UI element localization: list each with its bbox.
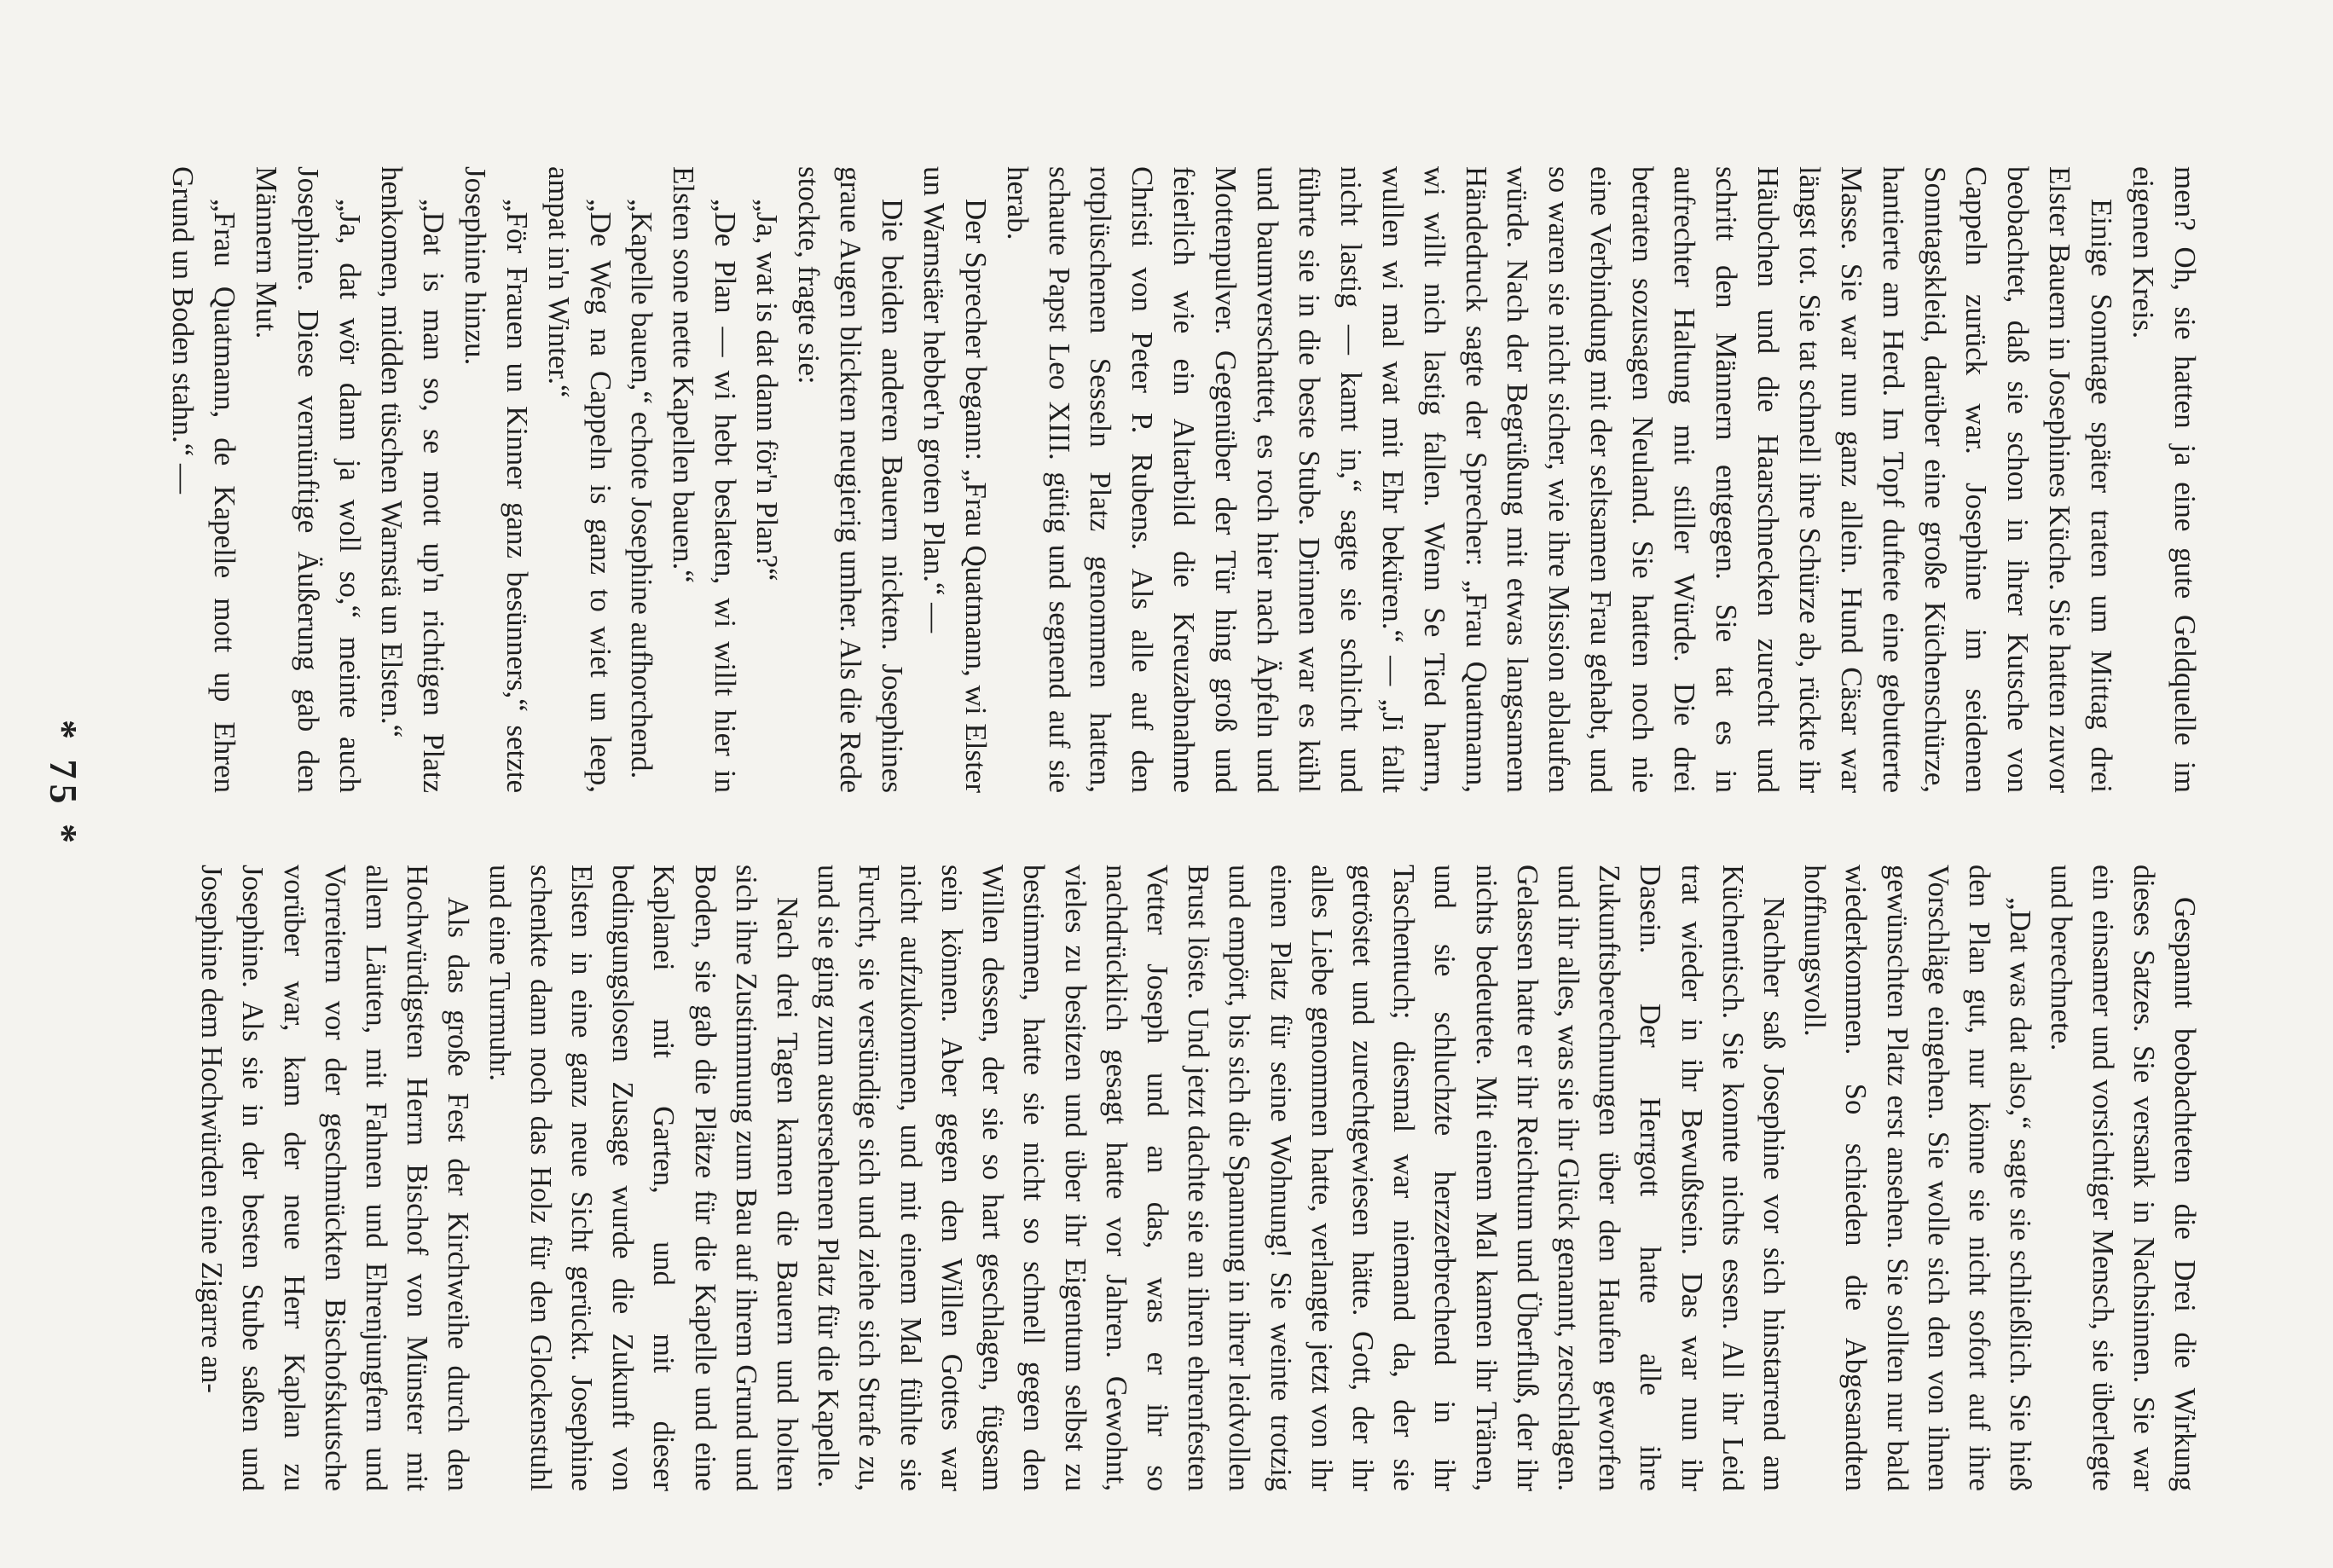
paragraph: „För Frauen un Kinner ganz besünners,“ setzte Josephine hinzu. — [458, 166, 534, 793]
paragraph: Nachher saß Josephine vor sich hinstarrend am Küchentisch. Sie konnte nichts essen. All ihr Leid trat wieder in ihr Bewußtsein. Das war nun ihr Dasein. Der Herrgott hatte alle ihre Zukunftsberechnungen über den Haufen geworfen und ihr alles, was sie ihr Glück genannt, zerschlagen. Gelassen hatte er ihr Reichtum und Überfluß, der ihr nichts bedeutete. Mit einem Mal kamen ihr Tränen, und sie schluchzte herzzerbrechend in ihr Taschentuch; diesmal war niemand da, der sie getröstet und zurechtgewiesen hätte. Gott, der ihr alles Liebe genommen hatte, verlangte jetzt von ihr einen Platz für seine Wohnung! Sie weinte trotzig und empört, bis sich die Spannung in ihrer leidvollen Brust löste. Und jetzt dachte sie an ihren ehrenfesten Vetter Joseph und an das, was er ihr so nachdrücklich gesagt hatte vor Jahren. Gewohnt, vieles zu besitzen und über ihr Eigentum selbst zu bestimmen, hatte sie nicht so schnell gegen den Willen dessen, der sie so hart geschlagen, fügsam sein können. Aber gegen den Willen Gottes war nicht aufzukommen, und mit einem Mal fühlte sie Furcht, sie versündige sich und ziehe sich Strafe zu, und sie ging zum ausersehenen Platz für die Kapelle. — [812, 865, 1790, 1491]
paragraph: „Ja, dat wör dann ja woll so,“ meinte auch Josephine. Diese vernünftige Äußerung gab den Männern Mut. — [250, 166, 368, 793]
paragraph: „De Plan — wi hebt beslaten, wi willt hier in Elsten sone nette Kapellen bauen.“ — [667, 166, 743, 793]
paragraph: Als das große Fest der Kirchweihe durch den Hochwürdigsten Herrn Bischof von Münster mit allem Läuten, mit Fahnen und Ehrenjungfern und Vorreitern vor der geschmückten Bischofskutsche vorüber war, kam der neue Herr Kaplan zu Josephine. Als sie in der besten Stube saßen und Josephine dem Hochwürden eine Zigarre an- — [195, 865, 475, 1491]
paragraph: „Dat is man so, se mott up'n richtigen Platz henkomen, midden tüschen Warnstä un Elsten.“ — [375, 166, 450, 793]
paragraph: „Kapelle bauen,“ echote Josephine aufhorchend. — [625, 199, 659, 779]
paragraph: Die beiden anderen Bauern nickten. Josephines graue Augen blickten neugierig umher. Als die Rede stockte, fragte sie: — [792, 166, 909, 793]
paragraph: Einige Sonntage später traten um Mittag drei Elster Bauern in Josephines Küche. Sie hatten zuvor beobachtet, daß sie schon in ihrer Kutsche von Cappeln zurück war. Josephine im seidenen Sonntagskleid, darüber eine große Küchenschürze, hantierte am Herd. Im Topf duftete eine gebutterte Masse. Sie war nun ganz allein. Hund Cäsar war längst tot. Sie tat schnell ihre Schürze ab, rückte ihr Häubchen und die Haarschnecken zurecht und schritt den Männern entgegen. Sie tat es in aufrechter Haltung mit stiller Würde. Die drei betraten sozusagen Neuland. Sie hatten noch nie eine Verbindung mit der seltsamen Frau gehabt, und so waren sie nicht sicher, wie ihre Mission ablaufen würde. Nach der Begrüßung mit etwas langsamem Händedruck sagte der Sprecher: „Frau Quatmann, wi willt nich lastig fallen. Wenn Se Tied harrn, wullen wi mal wat mit Ehr beküren.“ — „Ji fallt nicht lastig — kamt in,“ sagte sie schlicht und führte sie in die beste Stube. Drinnen war es kühl und baumverschattet, es roch hier nach Äpfeln und Mottenpulver. Gegenüber der Tür hing groß und feierlich wie ein Altarbild die Kreuzabnahme Christi von Peter P. Rubens. Als alle auf den rotplüschenen Sesseln Platz genommen hatten, schaute Papst Leo XIII. gütig und segnend auf sie herab. — [1000, 166, 2119, 793]
paragraph: „Frau Quatmann, de Kapelle mott up Ehren Grund un Boden stahn.“ — — [166, 166, 242, 793]
paragraph: Der Sprecher begann: „Frau Quatmann, wi Elster un Warnstäer hebbet'n groten Plan.“ — — [917, 166, 993, 793]
text-column-left — [162, 166, 2205, 793]
paragraph: „Dat was dat also,“ sagte sie schließlich. Sie hieß den Plan gut, nur könne sie nicht sofort auf ihre Vorschläge eingehen. Sie wolle sich den von ihnen gewünschten Platz erst ansehen. Sie sollten nur bald wiederkommen. So schieden die Abgesandten hoffnungsvoll. — [1798, 865, 2037, 1491]
page-number: * 75 * — [42, 720, 85, 848]
text-column-right — [191, 865, 2205, 1491]
paragraph: „De Weg na Cappeln is ganz to wiet un leep, ampat in'n Winter.“ — [541, 166, 617, 793]
paragraph: men? Oh, sie hatten ja eine gute Geldquelle im eigenen Kreis. — [2127, 166, 2202, 793]
paragraph: „Ja, wat is dat dann för'n Plan?“ — [750, 199, 784, 581]
paragraph: Nach drei Tagen kamen die Bauern und holten sich ihre Zustimmung zum Bau auf ihrem Grund und Boden, sie gab die Plätze für die Kapelle und eine Kaplanei mit Garten, und mit dieser bedingungslosen Zusage wurde die Zukunft von Elsten in eine ganz neue Sicht gerückt. Josephine schenkte dann noch das Holz für den Glockenstuhl und eine Turmuhr. — [483, 865, 804, 1491]
paragraph: Gespannt beobachteten die Drei die Wirkung dieses Satzes. Sie versank in Nachsinnen. Sie war ein einsamer und vorsichtiger Mensch, sie überlegte und berechnete. — [2045, 865, 2201, 1491]
